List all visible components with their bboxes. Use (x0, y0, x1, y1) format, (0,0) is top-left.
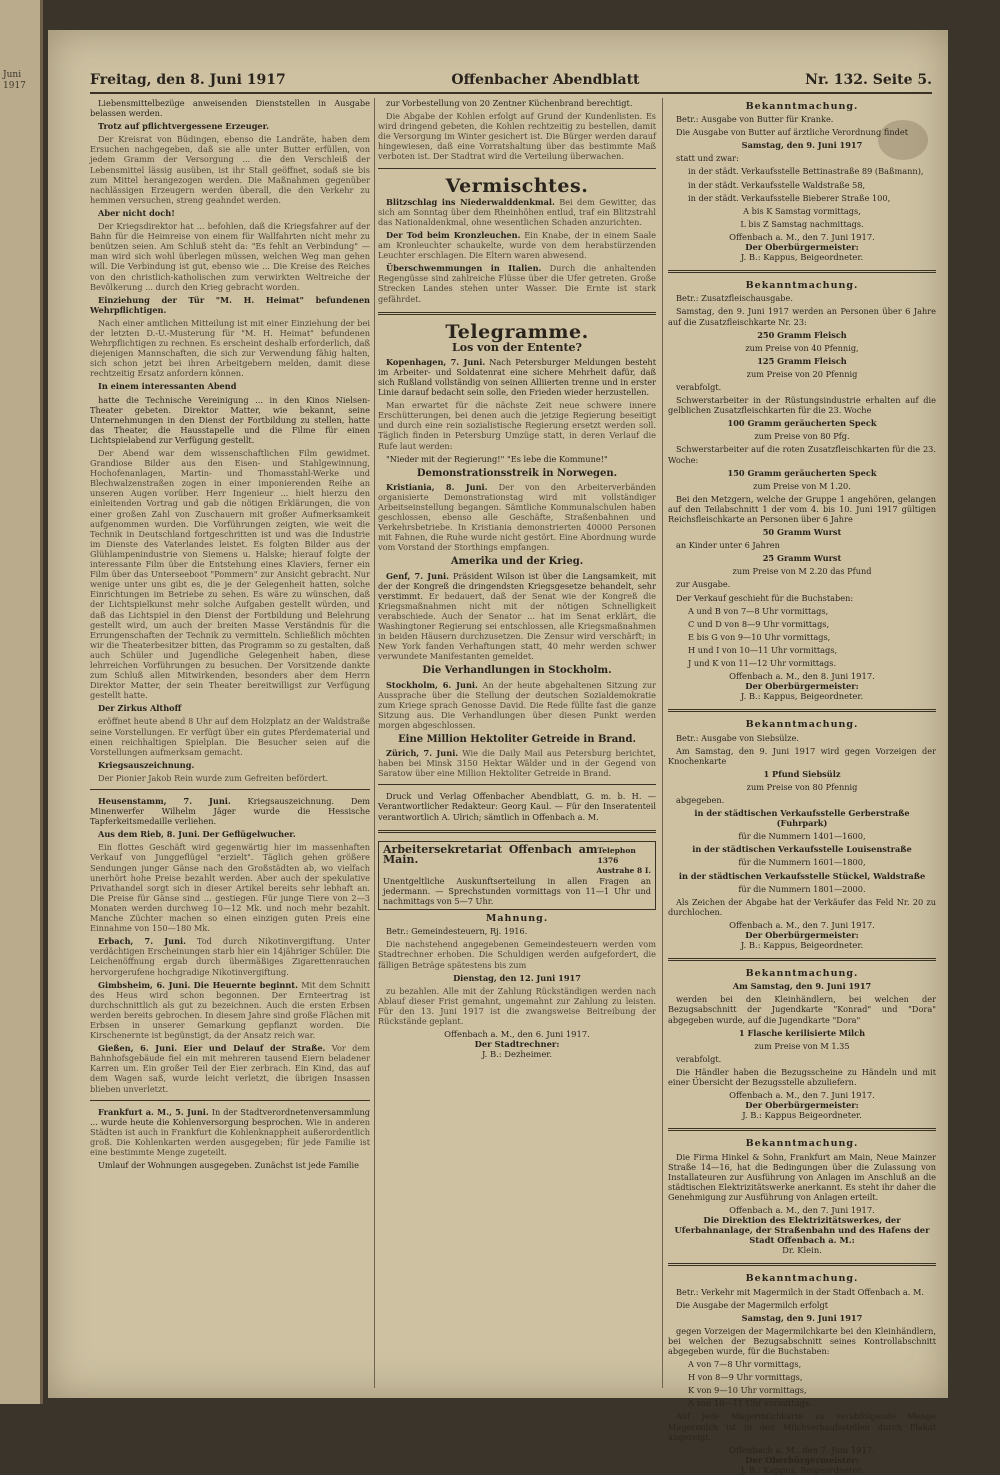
n3-sig-place: Offenbach a. M., den 7. Juni 1917. (729, 919, 875, 930)
n1-place1: statt und zwar: (676, 153, 739, 164)
n4-text: werden bei den Kleinhändlern, bei welchen der Bezugsabschnitt der Jugendkarte "Konrad" und "Dora" abgegeben wurde, auf die Jugendkarte "Dora" (668, 994, 936, 1025)
col2-blitz (378, 197, 656, 227)
n5-sig-name: Dr. Klein. (782, 1245, 822, 1256)
col1-filler: Der Abend war dem wissenschaftlichen Film gewidmet. Grandiose Bilder aus den Eisen- und Stahlgewinnung, Hochofenanlagen, Martin- und Thomasstahl-Werke und Blechwalzenstraßen zogen in einer imponierenden Reihe an unseren Augen vorüber. Herr Ingenieur ... hielt hierzu den einleitenden Vortrag und gab die nötigen Erklärungen, die von einer großen Zahl von Zuschauern mit großer Aufmerksamkeit aufgenommen wurden. Die Vorführungen zeigten, wie weit die Technik in Deutschland fortgeschritten ist und was die Industrie im Dienste des Vaterlandes leistet. Es folgten Bilder aus der Glühlampenindustrie von Siemens u. Halske; hierauf folgte der interessante Film über die Entstehung eines Klaviers, ferner ein Film über das Unterseeboot "Pommern" zur Ansicht gebracht. Nur wenige unter uns gibt es, die je der Gelegenheit hatten, solche Einrichtungen im Betriebe zu sehen. Es wäre zu wünschen, daß der Lichtspielkunst mehr solche Aufgaben gestellt würden, und daß das Lichtspiel in den Dienst der Fortbildung und Belehrung gestellt wird, um auch der breiten Masse Verständnis für die Errungenschaften der Technik zu vermitteln. Schließlich möchten wir die Theaterbesitzer bitten, das Programm so zu gestalten, daß auch Schüler und Jugendliche Gelegenheit haben, diese lehrreichen Vorführungen zu besuchen. Der Vorsitzende dankte zum Schluß allen Mitwirkenden, besonders aber dem Herrn Direktor Matter, der sein Theater bereitwilligst zur Verfügung gestellt hatte. (90, 448, 370, 701)
n2-m2: an Kinder unter 6 Jahren (676, 540, 780, 551)
n3-l2b: für die Nummern 1601—1800, (738, 857, 866, 868)
heading-telegramme: Telegramme. (445, 320, 589, 343)
n2-s1: Schwerstarbeiter in der Rüstungsindustrie erhalten auf die gelblichen Zusatzfleischkarten für die 23. Woche (668, 395, 936, 416)
col1-heading-nicht: Aber nicht doch! (98, 207, 175, 218)
n2-m3: zur Ausgabe. (676, 579, 731, 590)
n2-s1a: 100 Gramm geräucherten Speck (727, 418, 877, 429)
n3-betr: Betr.: Ausgabe von Siebsülze. (676, 732, 799, 743)
col1-frankfurt (90, 1107, 370, 1157)
col1-filler: Der Pionier Jakob Rein wurde zum Gefreiten befördert. (98, 772, 329, 783)
n2-a2v: verabfolgt. (676, 381, 722, 392)
n1-text: Die Ausgabe von Butter auf ärztliche Verordnung findet (676, 127, 908, 138)
n5-text: Die Firma Hinkel & Sohn, Frankfurt am Main, Neue Mainzer Straße 14—16, hat die Bedingungen über die Zulassung von Installateuren zur Ausführung von Anlagen im Anschluß an die städtischen Elektrizitätswerke anerkannt. Es steht ihr daher die Genehmigung zur Ausführung von Anlagen erteilt. (668, 1151, 936, 1202)
n6-l2: H von 8—9 Uhr vormittags, (688, 1372, 803, 1383)
n3-l1b: für die Nummern 1401—1600, (738, 831, 866, 842)
n2-s2a: 150 Gramm geräucherten Speck (727, 467, 877, 478)
n4-a1v: verabfolgt. (676, 1053, 722, 1064)
col1-heading-zirkus: Der Zirkus Althoff (98, 703, 182, 714)
col2-text-kopenhagen: Nach Petersburger Meldungen besteht im Arbeiter- und Soldatenrat eine sichere Mehrheit dafür, daß sich Rußland vollständig von seinen Alliierten trenne und in erster Linie darauf bedacht sein solle, den Frieden wieder herzustellen. (378, 356, 656, 398)
divider (378, 830, 656, 833)
column-telegrams (378, 98, 656, 1388)
col2-kristiania (378, 482, 656, 553)
n2-text: Samstag, den 9. Juni 1917 werden an Personen über 6 Jahre auf die Zusatzfleischkarte Nr. 23: (668, 306, 936, 327)
col2-filler: Durch die anhaltenden Regengüsse sind zahlreiche Flüsse über die Ufer getreten. Große Strecken Landes stehen unter Wasser. Die Ernte ist stark gefährdet. (378, 263, 657, 304)
col2-filler: zu bezahlen. Alle mit der Zahlung Rückständigen werden nach Ablauf dieser Frist gemahnt, ungemahnt zur Zahlung zu leisten. Für den 13. Juni 1917 ist die zwangsweise Beitreibung der Rückstände geplant. (378, 985, 656, 1027)
n1-place3: in der städt. Verkaufsstelle Waldstraße 58, (688, 179, 866, 190)
col1-text-frankfurt: In der Stadtverordnetenversammlung ... wurde heute die Kohlenversorgung besprochen. (90, 1106, 371, 1127)
n6-text2: gegen Vorzeigen der Magermilchkarte bei den Kleinhändlern, bei welchen der Bezugsabschnitt seines Kontrollabschnitt abgegeben wurde, für die Buchstaben: (668, 1325, 936, 1356)
n6-title: Bekanntmachung. (745, 1273, 859, 1285)
mahnung-sig-place: Offenbach a. M., den 6. Juni 1917. (444, 1029, 590, 1040)
n2-a2p: zum Preise von 20 Pfennig (746, 368, 858, 379)
col1-heading-einziehung: Einziehung der Tür "M. H. Heimat" befundenen Wehrpflichtigen. (90, 294, 370, 315)
n2-s2: Schwerstarbeiter auf die roten Zusatzfleischkarten für die 23. Woche: (668, 444, 936, 465)
ad-arbeitersekretariat (378, 841, 656, 911)
divider (90, 1100, 370, 1101)
col1-heading-abend: In einem interessanten Abend (98, 381, 237, 392)
col1-intro: Liebensmittelbezüge anweisenden Dienststellen in Ausgabe belassen werden. (90, 98, 370, 119)
newspaper-page (48, 30, 948, 1475)
n2-s1p: zum Preise von 80 Pfg. (754, 431, 850, 442)
col2-imprint: Druck und Verlag Offenbacher Abendblatt, G. m. b. H. — Verantwortlicher Redakteur: Georg Kaul. — Für den Inseratenteil verantwortlich A. Ulrich; sämtlich in Offenbach a. M. (378, 791, 656, 822)
col1-text-abend: hatte die Technische Vereinigung ... in den Kinos Nielsen-Theater gebeten. Direktor Matter, wie bekannt, seine Unternehmungen in den Dienst der Fortbildung zu stellen, hatte das Theater, die Hausstapelle und die Filme für einen Lichtspielabend zur Verfügung gestellt. (90, 394, 370, 445)
col1-filler: Tod durch Nikotinvergiftung. Unter verdächtigen Erscheinungen starb hier ein 14jähriger Schüler. Die Leichenöffnung ergab durch übermäßiges Zigarettenrauchen hervorgerufene hochgradige Nikotinvergiftung. (90, 936, 370, 977)
n1-sig-name: J. B.: Kappus, Beigeordneter. (740, 252, 864, 263)
mahnung-title: Mahnung. (485, 913, 549, 925)
n2-s2p: zum Preise von M 1.20. (753, 480, 851, 491)
col1-text-giessen: Eier und Delauf der Straße. (183, 1043, 326, 1054)
col1-filler: Der Kriegsdirektor hat ... befohlen, daß die Kriegsfahrer auf der Bahn für die Heimreise von einem für Wallfahrten nicht mehr zu benützen seien. Am Schluß steht da: "Es fehlt an Verbindung" — man wird sich wohl überlegen müssen, welchen Weg man gehen will. Die Verbindung ist gut, ebenso wie ... Die Kreise des Reiches von den christlich-katholischen zum verwirkten Weltreiche der Bevölkerung ... durch den Krieg gebracht worden. (90, 221, 370, 292)
n6-betr: Betr.: Verkehr mit Magermilch in der Stadt Offenbach a. M. (676, 1286, 924, 1297)
col2-filler: Die Abgabe der Kohlen erfolgt auf Grund der Kundenlisten. Es wird dringend gebeten, die Kohlen rechtzeitig zu bestellen, damit die Versorgung im Winter gesichert ist. Die Bürger werden darauf hingewiesen, daß eine Vorratshaltung über das bestimmte Maß verboten ist. Der Stadtrat wird die Verteilung überwachen. (378, 111, 656, 162)
column-rule-2 (662, 98, 663, 1388)
col2-filler: Er bedauert, daß der Senat wie der Kongreß die Kriegsmaßnahmen nicht mit der nötigen Schnelligkeit verabschiede. Auch der Senator ... hat im Senat erklärt, die Washingtoner Regierung sei entschlossen, alle Kriegsmaßnahmen in beiden Häusern durchzusetzen. Die Zensur wird verschärft; in New York fanden Verhaftungen statt, 40 mehr werden schwer verwundete Manifestanten gemeldet. (378, 590, 656, 662)
col2-stockholm (378, 680, 656, 730)
n4-note: Die Händler haben die Bezugsscheine zu Händeln und mit einer Übersicht der Bezugsstelle abzuliefern. (668, 1066, 936, 1088)
n5-sig-place: Offenbach a. M., den 7. Juni 1917. (729, 1204, 875, 1215)
col2-dateline-stockholm: Stockholm, 6. Juni. (386, 679, 478, 690)
n2-m1a: 50 Gramm Wurst (762, 527, 842, 538)
n2-a2: 125 Gramm Fleisch (757, 355, 847, 366)
header-date: Freitag, den 8. Juni 1917 (90, 72, 286, 88)
n2-sig-office: Der Oberbürgermeister: (745, 681, 859, 692)
n2-l3: E bis G von 9—10 Uhr vormittags, (688, 631, 831, 642)
col2-filler: Der von den Arbeiterverbänden organisierte Demonstrationstag wird mit vollständiger Arbeitseinstellung begangen. Sämtliche Kommunalschulen haben geschlossen, ebenso alle Geschäfte, Straßenbahnen und Verkehrsbetriebe. In Kristiania demonstrierten 40000 Personen mit Fahnen, die Ruhe wurde nicht gestört. Eine Abordnung wurde vom Vorstand der Storthings empfangen. (378, 481, 656, 553)
col1-erbach (90, 936, 370, 976)
col1-heusenstamm (90, 796, 370, 826)
col2-ueber (378, 263, 656, 303)
col2-dateline-zuerich: Zürich, 7. Juni. (386, 748, 459, 759)
column-rule-1 (374, 98, 375, 1388)
n3-note: Als Zeichen der Abgabe hat der Verkäufer das Feld Nr. 20 zu durchlochen. (668, 896, 936, 917)
n6-sig-place: Offenbach a. M., den 7. Juni 1917. (729, 1444, 875, 1455)
col2-heading-ueber: Überschwemmungen in Italien. (386, 263, 542, 274)
col2-genf (378, 571, 656, 662)
n2-a1p: zum Preise von 40 Pfennig, (745, 342, 859, 353)
ad-phone: Telephon 1376 (597, 845, 636, 865)
col1-text-gimbsheim: Die Heuernte beginnt. (193, 979, 298, 990)
col1-text-rieb: Der Geflügelwucher. (202, 829, 296, 840)
col1-text-heusenstamm: Kriegsauszeichnung. Dem Minenwerfer Wilhelm Jäger wurde die Hessische Tapferkeitsmedaille verliehen. (90, 796, 371, 827)
n4-sig-place: Offenbach a. M., den 7. Juni 1917. (729, 1090, 875, 1101)
mahnung-sig-name: J. B.: Dezheimer. (481, 1049, 553, 1060)
col1-filler: Ein flottes Geschäft wird gegenwärtig hier im massenhaften Verkauf von Junggeflügel "erzielt". Täglich gehen größere Sendungen junger Gänse nach den Großstädten ab, wo vielfach unerhört hohe Preise bezahlt werden. Aber auch der spekulative Privathandel sorgt sich in dieser Artikel bereits sehr lebhaft an. Die Preise für Gänse sind ... gestiegen. Für junge Tiere von 2—3 Monaten werden durchweg 10—12 Mk. und noch mehr bezahlt. Manche Züchter machen so einen einzigen guten Preis eine Einnahme von 150—180 Mk. (90, 842, 370, 934)
n3-l3b: für die Nummern 1801—2000. (738, 883, 866, 894)
n2-m2p: zum Preise von M 2.20 das Pfund (732, 566, 872, 577)
heading-amerika: Amerika und der Krieg. (450, 556, 584, 568)
n2-l1: A und B von 7—8 Uhr vormittags, (688, 605, 829, 616)
col2-filler: Wie die Daily Mail aus Petersburg berichtet, haben bei Minsk 3150 Hektar Wälder und in der Gegend von Saratow über eine Million Hektoliter Getreide in Brand. (378, 748, 656, 779)
n6-l4: A von 10—11 Uhr vormittags. (688, 1398, 812, 1409)
col1-filler: Vor dem Bahnhofsgebäude fiel ein mit mehreren tausend Eiern beladener Karren um. Ein großer Teil der Eier zerbrach. Ein Kind, das auf dem Wagen saß, wurde leicht verletzt, die übrigen Insassen blieben unverletzt. (90, 1043, 370, 1094)
col1-dateline-heusenstamm: Heusenstamm, 7. Juni. (98, 796, 231, 806)
n2-sig-place: Offenbach a. M., den 8. Juni 1917. (729, 671, 875, 682)
col1-filler: eröffnet heute abend 8 Uhr auf dem Holzplatz an der Waldstraße seine Vorstellungen. Er verfügt über ein gutes Pferdematerial und einen reichhaltigen Spielplan. Die Besucher seien auf die Vorstellungen aufmerksam gemacht. (90, 716, 370, 757)
page-header (90, 72, 932, 94)
n2-betr: Betr.: Zusatzfleischausgabe. (676, 293, 793, 304)
col1-dateline-gimbsheim: Gimbsheim, 6. Juni. (98, 979, 191, 990)
ad-title: Arbeitersekretariat Offenbach am Main. (383, 842, 598, 866)
n6-l3: K von 9—10 Uhr vormittags, (688, 1385, 807, 1396)
n2-m4: Der Verkauf geschieht für die Buchstaben: (676, 592, 854, 603)
n1-sig-office: Der Oberbürgermeister: (745, 242, 859, 253)
mahnung-date: Dienstag, den 12. Juni 1917 (453, 972, 581, 983)
heading-entente: Los von der Entente? (452, 340, 582, 354)
col2-dateline-kristiania: Kristiania, 8. Juni. (386, 481, 488, 492)
col1-filler: Der Kreisrat von Büdingen, ebenso die Landräte, haben dem Ersuchen nachgegeben, daß sie alle unter Butter erfüllen, von jedem Gramm der Versorgung ... die den Verschleiß der Lebensmittel lässig ausüben, ist ihr Stall geöffnet, sodaß sie bis zum Mittel herangezogen werden. Die Maßnahmen gegenüber nachlässigen Erzeugern werden überall, die den Verkehr zu hemmen versuchen, streng geahndet werden. (90, 134, 370, 205)
n4-sig-name: J. B.: Kappus Beigeordneter. (742, 1110, 862, 1121)
divider (90, 789, 370, 790)
header-issue: Nr. 132. Seite 5. (805, 72, 932, 88)
n4-date: Am Samstag, den 9. Juni 1917 (732, 981, 872, 992)
n3-text: Am Samstag, den 9. Juni 1917 wird gegen Vorzeigen der Knochenkarte (668, 745, 936, 766)
divider (668, 1263, 936, 1266)
n1-times2: L bis Z Samstag nachmittags. (740, 218, 864, 229)
n3-l3: in der städtischen Verkaufsstelle Stückel, Waldstraße (678, 870, 926, 881)
n2-l4: H und I von 10—11 Uhr vormittags, (688, 644, 838, 655)
col1-last: Umlauf der Wohnungen ausgegeben. Zunächst ist jede Familie (98, 1160, 359, 1171)
n3-a1v: abgegeben. (676, 794, 725, 805)
heading-million: Eine Million Hektoliter Getreide in Brand. (398, 733, 636, 745)
col2-quote: "Nieder mit der Regierung!" "Es lebe die Kommune!" (386, 453, 608, 464)
ad-text: Unentgeltliche Auskunftserteilung in allen Fragen an jedermann. — Sprechstunden vormittags von 11—1 Uhr und nachmittags von 5—7 Uhr. (383, 875, 651, 907)
n2-l2: C und D von 8—9 Uhr vormittags, (688, 618, 830, 629)
n1-date: Samstag, den 9. Juni 1917 (741, 140, 863, 151)
divider (668, 709, 936, 712)
n1-place2: in der städt. Verkaufsstelle Bettinastraße 89 (Baßmann), (688, 166, 924, 177)
divider (668, 270, 936, 273)
heading-vermischtes: Vermischtes. (445, 174, 589, 197)
n6-sig-office: Der Oberbürgermeister: (745, 1454, 859, 1465)
col1-filler: Nach einer amtlichen Mitteilung ist mit einer Einziehung der bei der letzten D.-U.-Musterung für "M. H. Heimat" befundenen Wehrpflichtigen zu rechnen. Es erscheint deshalb erforderlich, daß diejenigen Mannschaften, die sich zur Verwendung fähig halten, sich schon jetzt bei ihren Arbeitgebern melden, damit diese rechtzeitig Ersatz anfordern können. (90, 317, 370, 379)
col1-rieb (90, 829, 370, 839)
n4-a1p: zum Preise von M 1.35 (754, 1040, 850, 1051)
divider (378, 312, 656, 315)
n3-sig-office: Der Oberbürgermeister: (745, 930, 859, 940)
n3-l1: in der städtischen Verkaufsstelle Gerberstraße (Fuhrpark) (694, 808, 910, 829)
n6-sig-name: J. B.: Kappus, Beigeordneter. (740, 1464, 864, 1475)
col1-dateline-rieb: Aus dem Rieb, 8. Juni. (98, 829, 200, 840)
n4-title: Bekanntmachung. (745, 968, 859, 980)
mahnung-betr: Betr.: Gemeindesteuern, Rj. 1916. (386, 926, 528, 937)
column-notices (668, 98, 936, 1475)
divider (378, 168, 656, 169)
n2-title: Bekanntmachung. (745, 280, 859, 292)
n3-a1: 1 Pfund Siebsülz (763, 768, 841, 779)
col2-text-genf: Präsident Wilson ist über die Langsamkeit, mit der der Kongreß die dringendsten Kriegsgesetze behandelt, sehr verstimmt. (378, 570, 656, 601)
divider (668, 958, 936, 961)
col2-filler: An der heute abgehaltenen Sitzung zur Aussprache über die Stellung der deutschen Sozialdemokratie zum Kriege sprach Genosse David. Die Rede füllte fast die ganze Sitzung aus. Die Verhandlungen über diesen Punkt werden morgen abgeschlossen. (378, 679, 657, 730)
col1-giessen (90, 1043, 370, 1093)
col2-dateline-kopenhagen: Kopenhagen, 7. Juni. (386, 356, 486, 367)
n4-a1: 1 Flasche kerilisierte Milch (738, 1027, 866, 1038)
n5-sig-office: Die Direktion des Elektrizitätswerkes, der Uferbahnanlage, der Straßenbahn und des Hafens der Stadt Offenbach a. M.: (674, 1215, 930, 1246)
divider (378, 784, 656, 785)
n2-m1: Bei den Metzgern, welche der Gruppe 1 angehören, gelangen auf den Teilabschnitt 1 der vom 4. bis 10. Juni 1917 gültigen Reichsfleischkarte an Personen über 6 Jahre (668, 493, 936, 524)
col1-heading-kriegsauszeichnung: Kriegsauszeichnung. (98, 759, 195, 770)
col1-dateline-frankfurt: Frankfurt a. M., 5. Juni. (98, 1106, 209, 1117)
col1-filler: Mit dem Schnitt des Heus wird schon begonnen. Der Ernteertrag ist durchschnittlich als gut zu bezeichnen. Auch die ersten Erbsen werden bereits gebrochen. In diesem Jahre sind große Flächen mit Erbsen in unserer Gemarkung gepflanzt worden. Die Kirschenernte ist begünstigt, da der Ansatz reich war. (90, 979, 371, 1041)
col2-zuerich (378, 748, 656, 778)
col1-dateline-erbach: Erbach, 7. Juni. (98, 936, 186, 947)
n1-title: Bekanntmachung. (745, 101, 859, 112)
n6-date: Samstag, den 9. Juni 1917 (741, 1312, 863, 1323)
n3-a1p: zum Preise von 80 Pfennig (746, 781, 858, 792)
n3-title: Bekanntmachung. (745, 719, 859, 731)
ad-address: Austrahe 8 I. (596, 865, 651, 875)
n1-times1: A bis K Samstag vormittags, (743, 205, 861, 216)
n1-place4: in der städt. Verkaufsstelle Bieberer Straße 100, (688, 192, 891, 203)
n1-sig-place: Offenbach a. M., den 7. Juni 1917. (729, 231, 875, 242)
n4-sig-office: Der Oberbürgermeister: (745, 1100, 859, 1111)
col2-filler: Ein Knabe, der in einem Saale am Kronleuchter schaukelte, wurde von dem herabstürzenden Leuchter erschlagen. Die Eltern waren abwesend. (378, 229, 656, 261)
mahnung-sig-office: Der Stadtrechner: (474, 1039, 560, 1050)
col2-filler: Bei dem Gewitter, das sich am Sonntag über dem Rheinhöhen entlud, traf ein Blitzstrahl das Nationaldenkmal, ohne wesentlichen Schaden anzurichten. (378, 196, 656, 227)
n2-l5: J und K von 11—12 Uhr vormittags. (688, 658, 837, 669)
n6-l1: A von 7—8 Uhr vormittags, (688, 1359, 802, 1370)
col1-filler: Wie in anderen Städten ist auch in Frankfurt die Kohlenknappheit außerordentlich groß. Die Kohlenkarten werden ausgegeben; für jede Familie ist eine bestimmte Menge zugeteilt. (90, 1116, 370, 1157)
n3-sig-name: J. B.: Kappus, Beigeordneter. (740, 940, 864, 951)
divider (668, 1128, 936, 1131)
col2-heading-blitz: Blitzschlag ins Niederwalddenkmal. (386, 196, 555, 207)
col2-tod (378, 230, 656, 260)
col1-heading-pflicht: Trotz auf pflichtvergessene Erzeuger. (98, 121, 270, 132)
col2-filler: Man erwartet für die nächste Zeit neue schwere innere Erschütterungen, bei denen auch die jetzige Regierung beseitigt und durch eine rein sozialistische Regierung ersetzt werden soll. Täglich finden in Petersburg Umzüge statt, in deren Verlauf die Rufe laut werden: (378, 400, 656, 451)
n1-betr: Betr.: Ausgabe von Butter für Kranke. (676, 114, 834, 125)
adjacent-page-strip (0, 0, 43, 1404)
heading-stockholm: Die Verhandlungen in Stockholm. (422, 665, 612, 677)
column-local-news (90, 98, 370, 1388)
col1-dateline-giessen: Gießen, 6. Juni. (98, 1043, 178, 1054)
n5-title: Bekanntmachung. (745, 1138, 859, 1150)
col1-gimbsheim (90, 980, 370, 1041)
col2-filler: Die nachstehend angegebenen Gemeindesteuern werden vom Stadtrechner erhoben. Die Schuldigen werden aufgefordert, die fälligen Beträge spätestens bis zum (378, 939, 656, 970)
n2-m2a: 25 Gramm Wurst (762, 553, 842, 564)
col2-kopenhagen (378, 357, 656, 397)
header-paper-name: Offenbacher Abendblatt (451, 72, 640, 88)
col2-intro: zur Vorbestellung von 20 Zentner Küchenbrand berechtigt. (386, 98, 633, 108)
col2-heading-tod: Der Tod beim Kronzleuchen. (386, 229, 521, 240)
n2-a1: 250 Gramm Fleisch (757, 329, 847, 340)
n6-text: Die Ausgabe der Magermilch erfolgt (676, 1299, 829, 1310)
n6-note: Auf jede Magermilchkarte zu verabfolgende Menge Magermilch ist in den Milchverkaufsstellen durch Plakat angezeigt. (668, 1411, 936, 1442)
adjacent-page-text: Juni 1917 (3, 70, 26, 91)
n3-l2: in der städtischen Verkaufsstelle Louisenstraße (692, 844, 912, 855)
col2-dateline-genf: Genf, 7. Juni. (386, 570, 449, 581)
heading-norwegen: Demonstrationsstreik in Norwegen. (416, 467, 618, 479)
n2-sig-name: J. B.: Kappus, Beigeordneter. (740, 691, 864, 702)
